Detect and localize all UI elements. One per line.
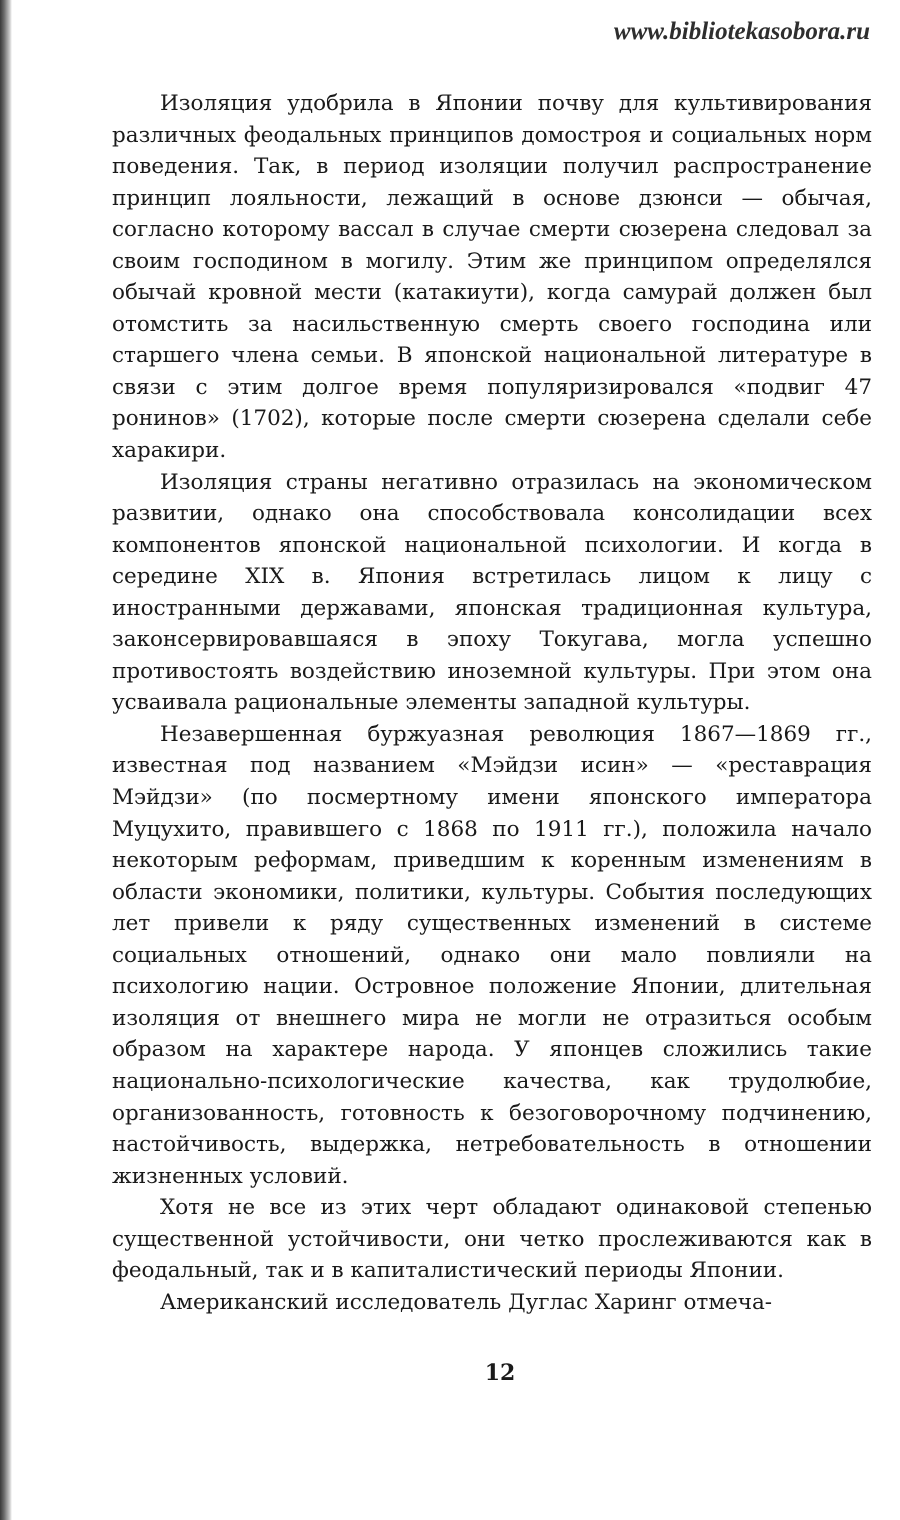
page-body	[112, 88, 872, 1318]
paragraph-isolation-economy: Изоляция страны негативно отразилась на экономическом развитии, однако она способствовала консолидации всех компонентов японской национальной психологии. И когда в середине XIX в. Япония встретилась лицом к лицу с иностранными державами, японская традиционная культура, законсервировавшаяся в эпоху Токугава, могла успешно противостоять воздействию иноземной культуры. При этом она усваивала рациональные элементы западной культуры.	[112, 469, 872, 716]
scan-edge-shadow	[0, 0, 12, 1520]
paragraph-isolation-feudal: Изоляция удобрила в Японии почву для культивирования различных феодальных принципов домостроя и социальных норм поведения. Так, в период изоляции получил распространение принцип лояльности, лежащий в основе дзюнси — обычая, согласно которому вассал в случае смерти сюзерена следовал за своим господином в могилу. Этим же принципом определялся обычай кровной мести (катакиути), когда самурай должен был отомстить за насильственную смерть своего господина или старшего члена семьи. В японской национальной литературе в связи с этим долгое время популяризировался «подвиг 47 ронинов» (1702), которые после смерти сюзерена сделали себе харакири.	[112, 91, 872, 464]
paragraph-traits-stability: Хотя не все из этих черт обладают одинаковой степенью существенной устойчивости, они четко прослеживаются как в феодальный, так и в капиталистический периоды Японии.	[112, 1195, 872, 1284]
paragraph-haring-continued: Американский исследователь Дуглас Харинг отмеча-	[160, 1289, 773, 1315]
paragraph-meiji-revolution: Незавершенная буржуазная революция 1867—1869 гг., известная под названием «Мэйдзи исин» — «реставрация Мэйдзи» (по посмертному имени японского императора Муцухито, правившего с 1868 по 1911 гг.), положила начало некоторым реформам, приведшим к коренным изменениям в области экономики, политики, культуры. События последующих лет привели к ряду существенных изменений в системе социальных отношений, однако они мало повлияли на психологию нации. Островное положение Японии, длительная изоляция от внешнего мира не могли не отразиться особым образом на характере народа. У японцев сложились такие национально-психологические качества, как трудолюбие, организованность, готовность к безоговорочному подчинению, настойчивость, выдержка, нетребовательность в отношении жизненных условий.	[112, 721, 872, 1189]
page-number: 12	[484, 1360, 516, 1386]
site-watermark: www.bibliotekasobora.ru	[613, 18, 870, 45]
